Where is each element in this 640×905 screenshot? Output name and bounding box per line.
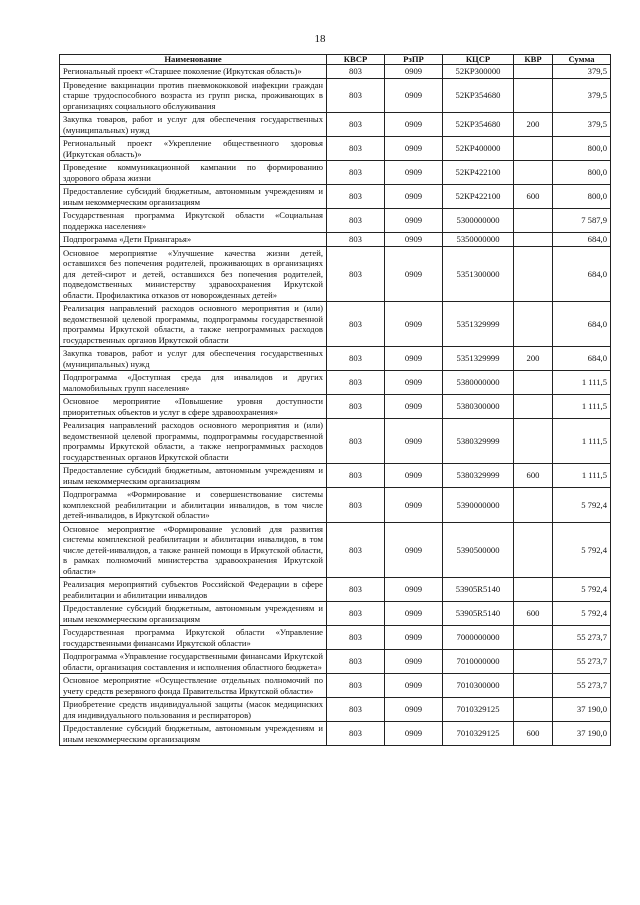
table-row bbox=[60, 161, 611, 185]
cell-rzpr: 0909 bbox=[385, 650, 443, 674]
table-row bbox=[60, 113, 611, 137]
cell-name: Предоставление субсидий бюджетным, автономным учреждениям и иным некоммерческим организациям bbox=[60, 602, 327, 626]
cell-kcsr: 52КР422100 bbox=[443, 185, 514, 209]
table-row bbox=[60, 233, 611, 247]
cell-name: Предоставление субсидий бюджетным, автономным учреждениям и иным некоммерческим организациям bbox=[60, 722, 327, 746]
cell-kvr: 600 bbox=[514, 602, 553, 626]
cell-kvsr: 803 bbox=[327, 246, 385, 302]
cell-name: Предоставление субсидий бюджетным, автономным учреждениям и иным некоммерческим организациям bbox=[60, 185, 327, 209]
cell-kvr bbox=[514, 137, 553, 161]
cell-kvsr: 803 bbox=[327, 722, 385, 746]
table-row bbox=[60, 371, 611, 395]
cell-rzpr: 0909 bbox=[385, 185, 443, 209]
cell-kcsr: 5390000000 bbox=[443, 488, 514, 523]
cell-name: Подпрограмма «Управление государственными финансами Иркутской области, организация составления и исполнения областного бюджета» bbox=[60, 650, 327, 674]
cell-rzpr: 0909 bbox=[385, 371, 443, 395]
cell-rzpr: 0909 bbox=[385, 488, 443, 523]
header-rzpr: РзПР bbox=[385, 55, 443, 65]
cell-sum: 684,0 bbox=[553, 347, 611, 371]
cell-kcsr: 7010300000 bbox=[443, 674, 514, 698]
cell-name: Закупка товаров, работ и услуг для обеспечения государственных (муниципальных) нужд bbox=[60, 347, 327, 371]
cell-kvr bbox=[514, 161, 553, 185]
cell-rzpr: 0909 bbox=[385, 464, 443, 488]
cell-rzpr: 0909 bbox=[385, 626, 443, 650]
cell-kcsr: 5351329999 bbox=[443, 302, 514, 347]
cell-rzpr: 0909 bbox=[385, 722, 443, 746]
table-row bbox=[60, 185, 611, 209]
cell-kcsr: 7010000000 bbox=[443, 650, 514, 674]
table-row bbox=[60, 650, 611, 674]
cell-kcsr: 5350000000 bbox=[443, 233, 514, 247]
cell-name: Приобретение средств индивидуальной защиты (масок медицинских для индивидуального пользования и респираторов) bbox=[60, 698, 327, 722]
table-row bbox=[60, 209, 611, 233]
cell-kvsr: 803 bbox=[327, 137, 385, 161]
table-header-row bbox=[60, 55, 611, 65]
table-row bbox=[60, 65, 611, 79]
cell-rzpr: 0909 bbox=[385, 347, 443, 371]
cell-rzpr: 0909 bbox=[385, 674, 443, 698]
table-row bbox=[60, 602, 611, 626]
header-name: Наименование bbox=[60, 55, 327, 65]
cell-kvsr: 803 bbox=[327, 233, 385, 247]
cell-kvr bbox=[514, 246, 553, 302]
cell-kvsr: 803 bbox=[327, 65, 385, 79]
cell-rzpr: 0909 bbox=[385, 65, 443, 79]
table-row bbox=[60, 698, 611, 722]
cell-kcsr: 5380000000 bbox=[443, 371, 514, 395]
cell-kvr bbox=[514, 233, 553, 247]
cell-name: Региональный проект «Старшее поколение (Иркутская область)» bbox=[60, 65, 327, 79]
cell-sum: 55 273,7 bbox=[553, 650, 611, 674]
cell-kvsr: 803 bbox=[327, 419, 385, 464]
cell-kvr bbox=[514, 65, 553, 79]
cell-kvr: 600 bbox=[514, 464, 553, 488]
table-row bbox=[60, 626, 611, 650]
cell-kcsr: 52КР300000 bbox=[443, 65, 514, 79]
cell-rzpr: 0909 bbox=[385, 395, 443, 419]
cell-rzpr: 0909 bbox=[385, 246, 443, 302]
cell-kvr bbox=[514, 674, 553, 698]
cell-kvsr: 803 bbox=[327, 674, 385, 698]
cell-rzpr: 0909 bbox=[385, 137, 443, 161]
cell-kvr bbox=[514, 209, 553, 233]
cell-rzpr: 0909 bbox=[385, 209, 443, 233]
cell-kvr bbox=[514, 419, 553, 464]
cell-kvr bbox=[514, 302, 553, 347]
cell-kvr bbox=[514, 650, 553, 674]
cell-kcsr: 53905R5140 bbox=[443, 602, 514, 626]
cell-kcsr: 7010329125 bbox=[443, 698, 514, 722]
cell-kvsr: 803 bbox=[327, 395, 385, 419]
cell-sum: 800,0 bbox=[553, 185, 611, 209]
cell-rzpr: 0909 bbox=[385, 78, 443, 113]
cell-kcsr: 5390500000 bbox=[443, 522, 514, 578]
cell-kvsr: 803 bbox=[327, 626, 385, 650]
cell-sum: 55 273,7 bbox=[553, 626, 611, 650]
cell-name: Основное мероприятие «Улучшение качества жизни детей, оставшихся без попечения родителей, проживающих в организациях для детей-сирот и детей, оставшихся без попечения родителей, подведомственных министерству здравоохранения Иркутской области. Профилактика отказов от новорожденных детей» bbox=[60, 246, 327, 302]
cell-sum: 7 587,9 bbox=[553, 209, 611, 233]
cell-rzpr: 0909 bbox=[385, 522, 443, 578]
cell-sum: 37 190,0 bbox=[553, 698, 611, 722]
cell-sum: 379,5 bbox=[553, 65, 611, 79]
cell-sum: 684,0 bbox=[553, 302, 611, 347]
page-number: 18 bbox=[314, 33, 326, 45]
cell-kcsr: 5380329999 bbox=[443, 419, 514, 464]
cell-kvsr: 803 bbox=[327, 347, 385, 371]
cell-name: Государственная программа Иркутской области «Управление государственными финансами Иркутской области» bbox=[60, 626, 327, 650]
cell-sum: 684,0 bbox=[553, 246, 611, 302]
cell-sum: 800,0 bbox=[553, 161, 611, 185]
cell-kvsr: 803 bbox=[327, 464, 385, 488]
cell-name: Проведение коммуникационной кампании по формированию здорового образа жизни bbox=[60, 161, 327, 185]
cell-name: Проведение вакцинации против пневмококковой инфекции граждан старше трудоспособного возраста из групп риска, проживающих в организациях социального обслуживания bbox=[60, 78, 327, 113]
cell-sum: 55 273,7 bbox=[553, 674, 611, 698]
cell-rzpr: 0909 bbox=[385, 233, 443, 247]
cell-kvsr: 803 bbox=[327, 488, 385, 523]
cell-kvsr: 803 bbox=[327, 161, 385, 185]
cell-sum: 5 792,4 bbox=[553, 578, 611, 602]
cell-name: Основное мероприятие «Формирование условий для развития системы комплексной реабилитации и абилитации инвалидов, в том числе детей-инвалидов, а также ранней помощи в Иркутской области, в рамках полномочий министерства здравоохранения Иркутской области» bbox=[60, 522, 327, 578]
cell-name: Реализация мероприятий субъектов Российской Федерации в сфере реабилитации и абилитации инвалидов bbox=[60, 578, 327, 602]
table-row bbox=[60, 522, 611, 578]
cell-kvsr: 803 bbox=[327, 522, 385, 578]
cell-rzpr: 0909 bbox=[385, 113, 443, 137]
cell-sum: 37 190,0 bbox=[553, 722, 611, 746]
table-row bbox=[60, 395, 611, 419]
cell-rzpr: 0909 bbox=[385, 161, 443, 185]
cell-sum: 800,0 bbox=[553, 137, 611, 161]
cell-kvr bbox=[514, 698, 553, 722]
cell-kvsr: 803 bbox=[327, 650, 385, 674]
cell-kvr: 600 bbox=[514, 722, 553, 746]
cell-sum: 5 792,4 bbox=[553, 602, 611, 626]
cell-kvr bbox=[514, 522, 553, 578]
cell-kcsr: 53905R5140 bbox=[443, 578, 514, 602]
header-kvsr: КВСР bbox=[327, 55, 385, 65]
header-kcsr: КЦСР bbox=[443, 55, 514, 65]
cell-sum: 1 111,5 bbox=[553, 395, 611, 419]
cell-sum: 379,5 bbox=[553, 78, 611, 113]
cell-name: Региональный проект «Укрепление общественного здоровья (Иркутская область)» bbox=[60, 137, 327, 161]
cell-kvr: 200 bbox=[514, 113, 553, 137]
cell-name: Подпрограмма «Доступная среда для инвалидов и других маломобильных групп населения» bbox=[60, 371, 327, 395]
cell-rzpr: 0909 bbox=[385, 302, 443, 347]
cell-rzpr: 0909 bbox=[385, 578, 443, 602]
cell-kcsr: 52КР400000 bbox=[443, 137, 514, 161]
table-row bbox=[60, 464, 611, 488]
cell-sum: 1 111,5 bbox=[553, 464, 611, 488]
cell-kvsr: 803 bbox=[327, 698, 385, 722]
header-sum: Сумма bbox=[553, 55, 611, 65]
cell-name: Основное мероприятие «Осуществление отдельных полномочий по учету средств резервного фонда Правительства Иркутской области» bbox=[60, 674, 327, 698]
cell-kvr bbox=[514, 395, 553, 419]
table-row bbox=[60, 246, 611, 302]
cell-name: Государственная программа Иркутской области «Социальная поддержка населения» bbox=[60, 209, 327, 233]
cell-rzpr: 0909 bbox=[385, 698, 443, 722]
cell-name: Подпрограмма «Дети Приангарья» bbox=[60, 233, 327, 247]
cell-kcsr: 7010329125 bbox=[443, 722, 514, 746]
cell-kvsr: 803 bbox=[327, 578, 385, 602]
cell-sum: 379,5 bbox=[553, 113, 611, 137]
cell-kvr bbox=[514, 371, 553, 395]
cell-kvsr: 803 bbox=[327, 602, 385, 626]
cell-kvr bbox=[514, 578, 553, 602]
cell-kvsr: 803 bbox=[327, 302, 385, 347]
table-row bbox=[60, 722, 611, 746]
table-row bbox=[60, 137, 611, 161]
table-row bbox=[60, 419, 611, 464]
cell-kvr bbox=[514, 488, 553, 523]
cell-kvr bbox=[514, 78, 553, 113]
cell-kvr bbox=[514, 626, 553, 650]
cell-kvsr: 803 bbox=[327, 209, 385, 233]
cell-name: Основное мероприятие «Повышение уровня доступности приоритетных объектов и услуг в сфере здравоохранения» bbox=[60, 395, 327, 419]
cell-kvr: 600 bbox=[514, 185, 553, 209]
cell-kcsr: 5380300000 bbox=[443, 395, 514, 419]
cell-kcsr: 5380329999 bbox=[443, 464, 514, 488]
cell-kcsr: 52КР422100 bbox=[443, 161, 514, 185]
cell-sum: 1 111,5 bbox=[553, 371, 611, 395]
cell-rzpr: 0909 bbox=[385, 602, 443, 626]
table-row bbox=[60, 302, 611, 347]
cell-kcsr: 7000000000 bbox=[443, 626, 514, 650]
cell-sum: 5 792,4 bbox=[553, 488, 611, 523]
cell-kvr: 200 bbox=[514, 347, 553, 371]
cell-kvsr: 803 bbox=[327, 78, 385, 113]
table-row bbox=[60, 578, 611, 602]
cell-name: Закупка товаров, работ и услуг для обеспечения государственных (муниципальных) нужд bbox=[60, 113, 327, 137]
table-row bbox=[60, 347, 611, 371]
cell-kvsr: 803 bbox=[327, 185, 385, 209]
table-row bbox=[60, 488, 611, 523]
budget-table bbox=[59, 54, 611, 746]
header-kvr: КВР bbox=[514, 55, 553, 65]
table-row bbox=[60, 674, 611, 698]
cell-kvsr: 803 bbox=[327, 371, 385, 395]
cell-name: Предоставление субсидий бюджетным, автономным учреждениям и иным некоммерческим организациям bbox=[60, 464, 327, 488]
cell-name: Подпрограмма «Формирование и совершенствование системы комплексной реабилитации и абилитации инвалидов, в том числе детей-инвалидов, в Иркутской области» bbox=[60, 488, 327, 523]
cell-name: Реализация направлений расходов основного мероприятия и (или) ведомственной целевой программы, подпрограммы государственной программы Иркутской области, а также непрограммных расходов государственных органов Иркутской области bbox=[60, 419, 327, 464]
table-row bbox=[60, 78, 611, 113]
cell-kcsr: 52КР354680 bbox=[443, 113, 514, 137]
cell-rzpr: 0909 bbox=[385, 419, 443, 464]
cell-sum: 5 792,4 bbox=[553, 522, 611, 578]
cell-kcsr: 5351300000 bbox=[443, 246, 514, 302]
cell-sum: 684,0 bbox=[553, 233, 611, 247]
cell-kcsr: 5351329999 bbox=[443, 347, 514, 371]
cell-name: Реализация направлений расходов основного мероприятия и (или) ведомственной целевой программы, подпрограммы государственной программы Иркутской области, а также непрограммных расходов государственных органов Иркутской области bbox=[60, 302, 327, 347]
cell-kcsr: 52КР354680 bbox=[443, 78, 514, 113]
cell-kvsr: 803 bbox=[327, 113, 385, 137]
cell-kcsr: 5300000000 bbox=[443, 209, 514, 233]
cell-sum: 1 111,5 bbox=[553, 419, 611, 464]
